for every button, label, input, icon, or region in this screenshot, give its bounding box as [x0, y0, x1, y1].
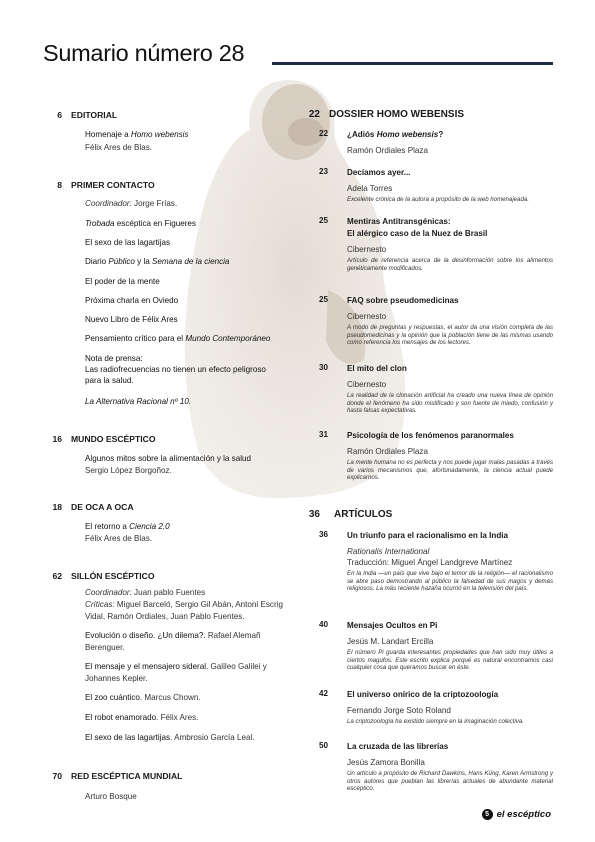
entry-author: Félix Ares de Blas. — [85, 143, 153, 152]
entry-title[interactable]: Algunos mitos sobre la alimentación y la salud — [85, 454, 252, 463]
entry-author: Adela Torres — [347, 184, 393, 193]
entry-description: La mente humana no es perfecta y nos puede jugar malas pasadas a través de varios mecanismos que, afortunadamente, la ciencia actual puede explicarnos. — [347, 459, 553, 482]
entry-description: Artículo de referencia acerca de la desinformación sobre los alimentos genéticamente modificados. — [347, 257, 553, 272]
entry-title[interactable]: La Alternativa Racional nº 10. — [85, 397, 192, 406]
entry-author: Sergio López Borgoñoz. — [85, 466, 172, 475]
review-entry[interactable]: El zoo cuántico. Marcus Chown. — [85, 693, 201, 702]
review-entry[interactable]: El mensaje y el mensajero sideral. Galileo Galilei y — [85, 662, 267, 671]
entry-title[interactable]: El poder de la mente — [85, 277, 160, 286]
entry-author: Jesús M. Landart Ercilla — [347, 637, 434, 646]
footer — [482, 809, 551, 820]
section-number: 62 — [52, 571, 62, 581]
page-number-badge: 5 — [482, 809, 493, 820]
page-number: 22 — [318, 129, 328, 138]
entry-source: Rationalis International — [347, 547, 430, 556]
entry-title[interactable]: Nuevo Libro de Félix Ares — [85, 315, 178, 324]
entry-title[interactable]: El alérgico caso de la Nuez de Brasil — [347, 229, 488, 238]
section-number: 16 — [52, 434, 62, 444]
entry-title[interactable]: Mentiras Antitransgénicas: — [347, 217, 451, 226]
critics-line: Críticas: Miguel Barceló, Sergio Gil Abán, Antoni Escrig — [85, 600, 283, 609]
section-title: PRIMER CONTACTO — [71, 180, 155, 190]
entry-title[interactable]: Pensamiento crítico para el Mundo Contemporáneo — [85, 334, 271, 343]
entry-title[interactable]: El sexo de las lagartijas — [85, 238, 171, 247]
coordinator-line: Coordinador: Jorge Frías. — [85, 199, 178, 208]
section-number: 8 — [57, 180, 62, 190]
entry-title[interactable]: ¿Adiós Homo webensis? — [347, 130, 444, 139]
entry-description: En la India —un país que vive bajo el temor de la religión— el racionalismo se abre paso demostrando al público la falsedad de sus magos y demás religiosos. La más reciente hazaña ocurrió en la televisión del país. — [347, 570, 553, 593]
page-number: 40 — [318, 620, 328, 629]
entry-author: Fernando Jorge Soto Roland — [347, 706, 451, 715]
entry-author: Cibernesto — [347, 380, 387, 389]
review-entry[interactable]: El sexo de las lagartijas. Ambrosio García Leal. — [85, 733, 255, 742]
section-title: RED ESCÉPTICA MUNDIAL — [71, 771, 183, 781]
entry-author: Cibernesto — [347, 312, 387, 321]
entry-description: La criptozoología ha existido siempre en la imaginación colectiva. — [347, 718, 524, 725]
review-entry[interactable]: Evolución o diseño. ¿Un dilema?. Rafael Alemañ — [85, 631, 261, 640]
entry-title[interactable]: El universo onírico de la criptozoología — [347, 690, 499, 699]
entry-description: El número Pi guarda interesantes propiedades que han sido muy útiles a ciertos magufos. Este escrito explica porqué es natural encontramos casi cualquier cosa que queramos buscar en éste. — [347, 649, 553, 672]
section-title: MUNDO ESCÉPTICO — [71, 434, 156, 444]
magazine-name: el escéptico — [496, 809, 551, 820]
review-entry[interactable]: El robot enamorado. Félix Ares. — [85, 713, 199, 722]
entry-title[interactable]: El retorno a Ciencia 2.0 — [85, 522, 170, 531]
entry-title[interactable]: Nota de prensa: — [85, 354, 143, 363]
page-number: 23 — [318, 167, 328, 176]
entry-author: Félix Ares de Blas. — [85, 534, 153, 543]
page-number: 50 — [318, 741, 328, 750]
page-number: 25 — [318, 295, 328, 304]
entry-author: Arturo Bosque — [85, 792, 137, 801]
entry-author: Ramón Ordiales Plaza — [347, 146, 428, 155]
entry-description: Excelente crónica de la autora a propósito de la web homenajeada. — [347, 196, 529, 203]
entry-author: Jesús Zamora Bonilla — [347, 758, 425, 767]
entry-title[interactable]: Próxima charla en Oviedo — [85, 296, 179, 305]
section-number: 6 — [57, 110, 62, 120]
section-number: 70 — [52, 771, 62, 781]
entry-title[interactable]: FAQ sobre pseudomedicinas — [347, 296, 459, 305]
entry-author: Ramón Ordiales Plaza — [347, 447, 428, 456]
page-number: 42 — [318, 689, 328, 698]
critics-line: Vidal, Ramón Ordiales, Juan Pablo Fuentes. — [85, 612, 245, 621]
entry-title[interactable]: Decíamos ayer... — [347, 168, 411, 177]
page-number: 31 — [318, 430, 328, 439]
coordinator-line: Coordinador: Juan pablo Fuentes — [85, 588, 206, 597]
entry-title[interactable]: Psicología de los fenómenos paranormales — [347, 431, 514, 440]
entry-description: Un artículo a propósito de Richard Dawkins, Hans Küng, Karen Armstrong y otros autores que pueblan las librerías actuales de abundante material escéptico. — [347, 770, 553, 793]
section-number: 22 — [308, 109, 320, 120]
review-author: Johannes Kepler. — [85, 674, 148, 683]
entry-description: A modo de preguntas y respuestas, el autor da una visión completa de las pseudomedicinas y la opinión que la población tiene de las mismas usando como referencia los mensajes de los lectores. — [347, 324, 553, 347]
entry-title[interactable]: Las radiofrecuencias no tienen un efecto peligroso — [85, 365, 266, 374]
section-title: DE OCA A OCA — [71, 502, 134, 512]
review-author: Berenguer. — [85, 643, 125, 652]
section-number: 36 — [308, 509, 320, 520]
entry-author: Traducción: Miguel Ángel Landgreve Martínez — [347, 558, 513, 567]
section-title: DOSSIER HOMO WEBENSIS — [329, 109, 465, 120]
section-title: EDITORIAL — [71, 110, 118, 120]
entry-title[interactable]: Trobada escéptica en Figueres — [85, 219, 196, 228]
entry-title[interactable]: Diario Público y la Semana de la ciencia — [85, 257, 230, 266]
page-title: Sumario número 28 — [43, 40, 245, 66]
page-number: 25 — [318, 216, 328, 225]
entry-title[interactable]: Un triunfo para el racionalismo en la India — [347, 531, 509, 540]
section-title: SILLÓN ESCÉPTICO — [71, 571, 155, 581]
entry-title[interactable]: Homenaje a Homo webensis — [85, 130, 189, 139]
entry-description: La realidad de la clonación artificial ha creado una nueva línea de opinión donde el fenómeno ha sido mistificado y son fuente de miedo, confusión y hasta falsas expectativas. — [347, 392, 553, 415]
entry-author: Cibernesto — [347, 245, 387, 254]
entry-title[interactable]: El mito del clon — [347, 364, 407, 373]
entry-title[interactable]: La cruzada de las librerías — [347, 742, 449, 751]
page-number: 36 — [318, 530, 328, 539]
page-number: 30 — [318, 363, 328, 372]
section-number: 18 — [52, 502, 62, 512]
entry-title[interactable]: Mensajes Ocultos en Pi — [347, 621, 438, 630]
section-title: ARTÍCULOS — [334, 509, 393, 520]
entry-title[interactable]: para la salud. — [85, 376, 134, 385]
